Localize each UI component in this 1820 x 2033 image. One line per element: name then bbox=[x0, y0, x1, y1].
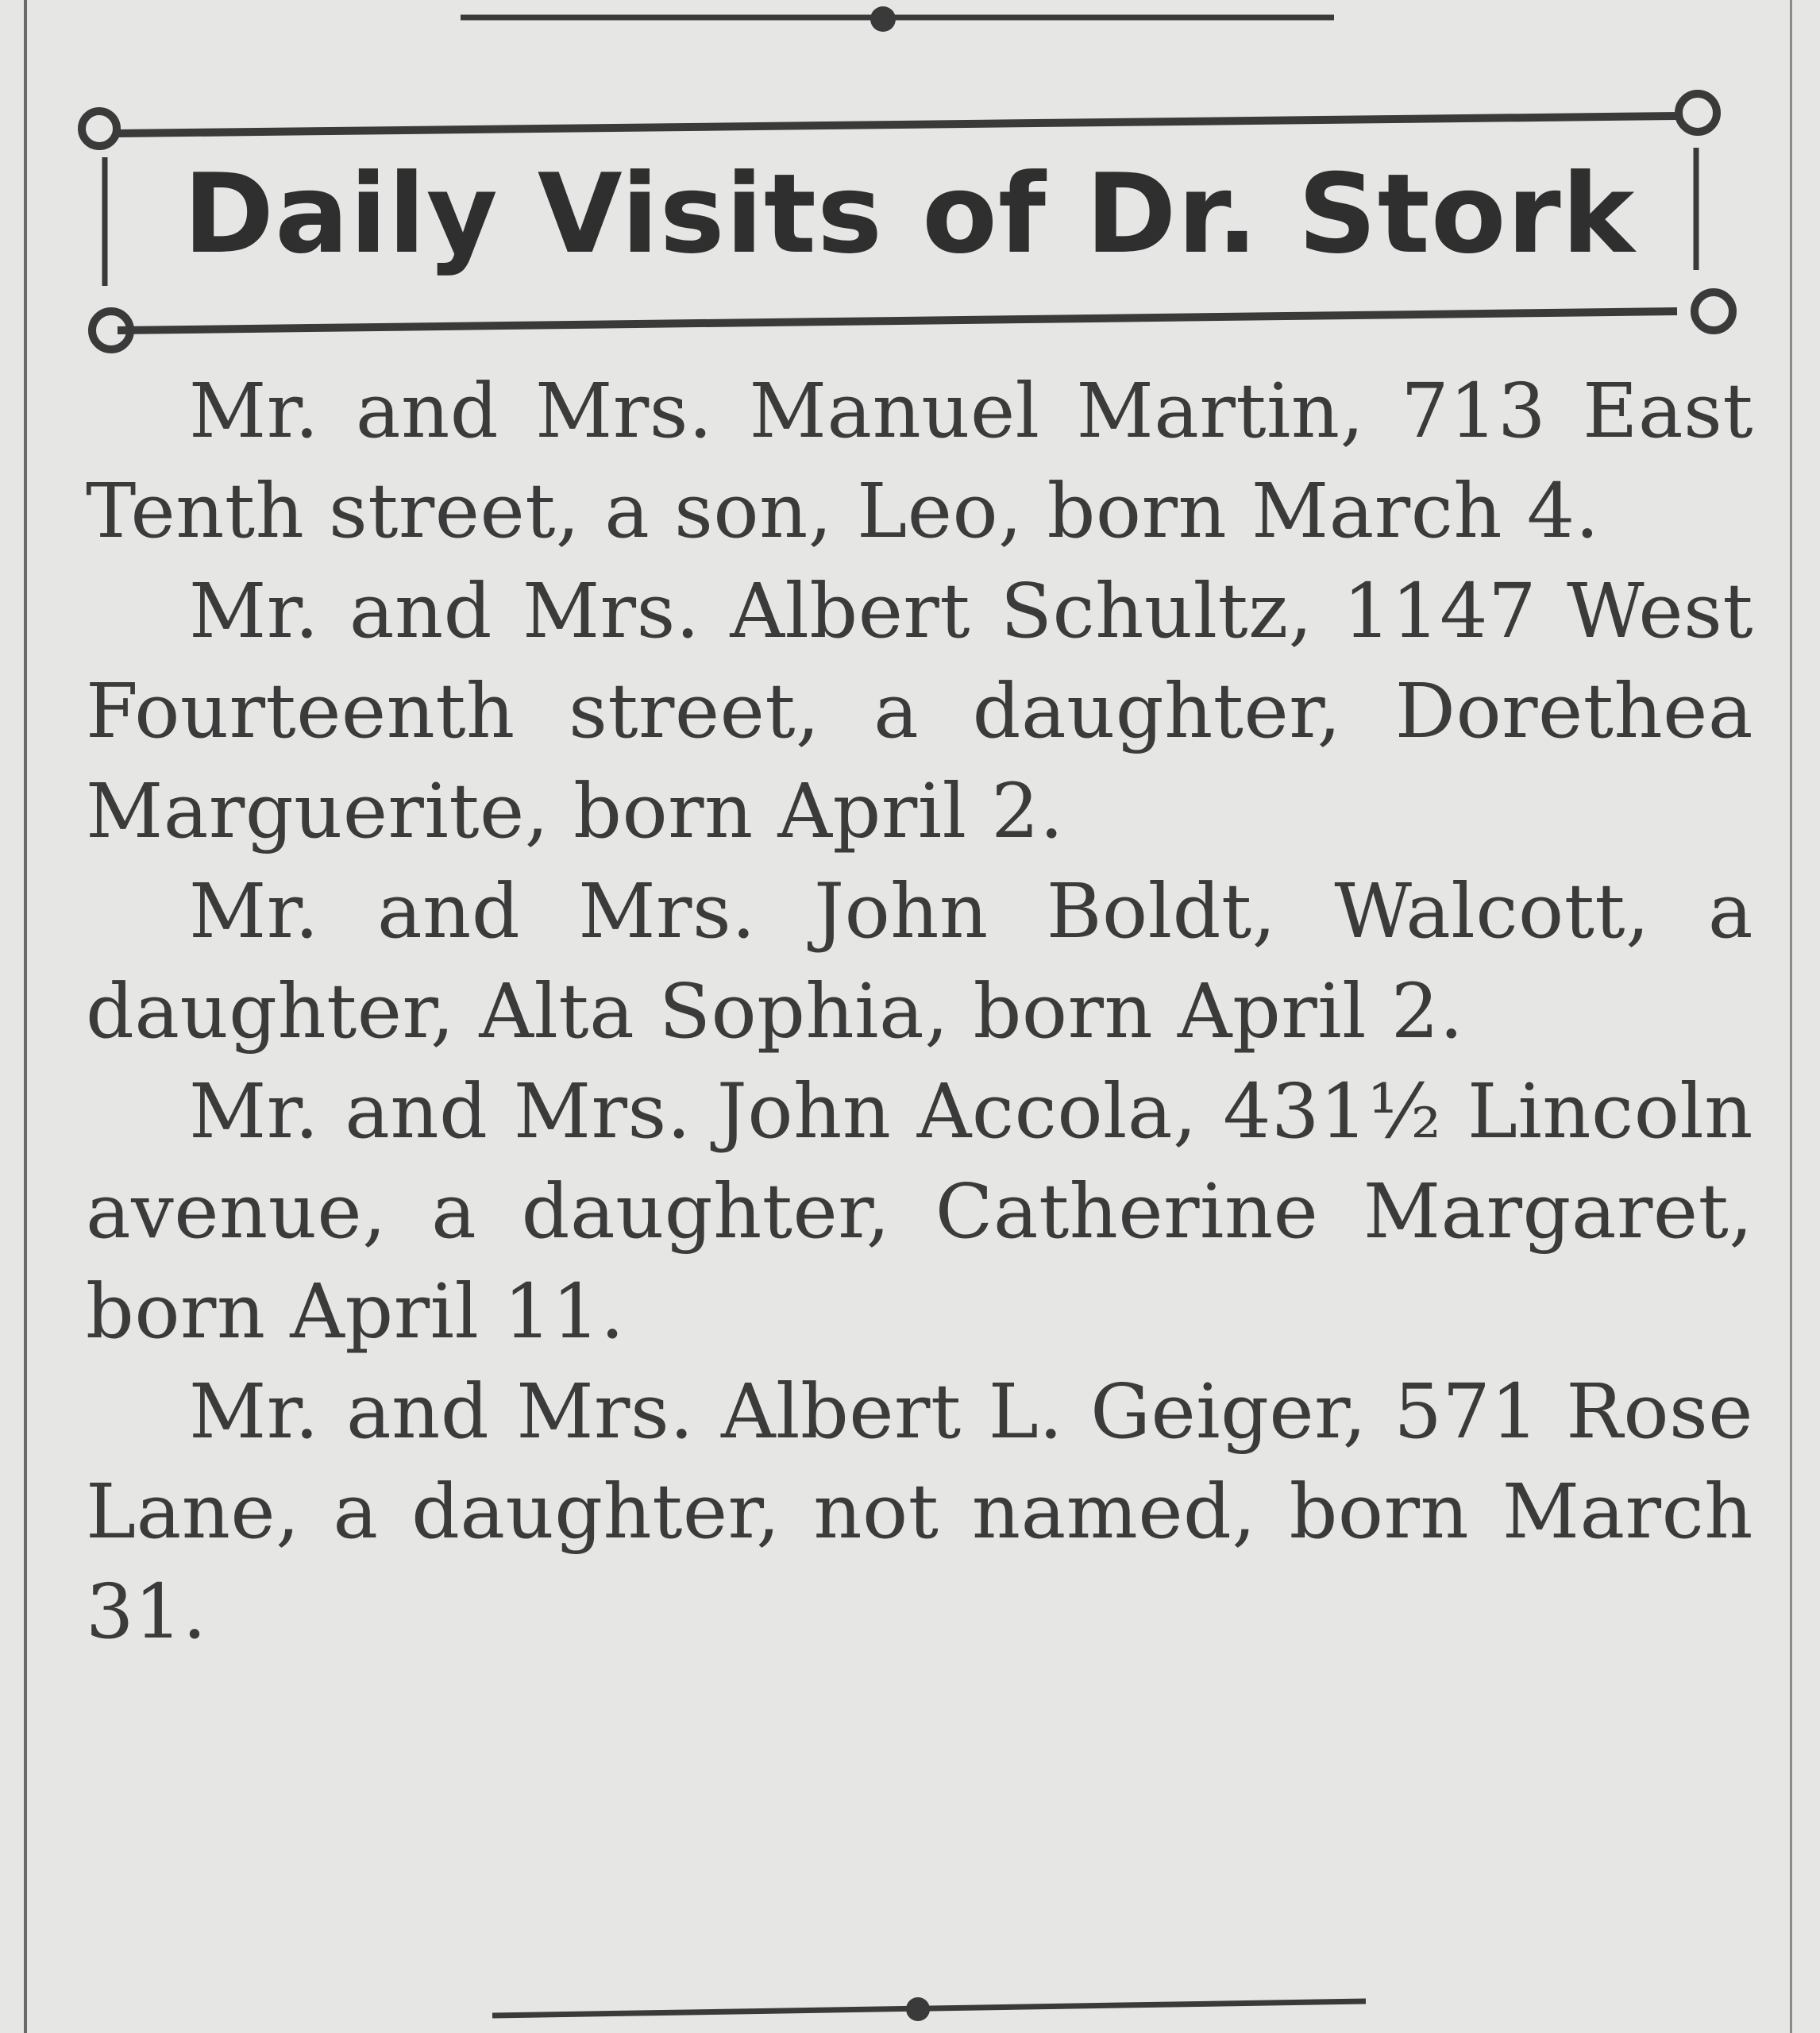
headline: Daily Visits of Dr. Stork bbox=[183, 150, 1636, 278]
birth-announcement-item: Mr. and Mrs. Manuel Martin, 713 East Tenth street, a son, Leo, born March 4. bbox=[86, 368, 1753, 555]
corner-ornament-bottom-right bbox=[1695, 292, 1733, 330]
birth-announcement-item: Mr. and Mrs. John Boldt, Walcott, a daughter, Alta Sophia, born April 2. bbox=[86, 868, 1753, 1055]
top-separator-rule bbox=[461, 6, 1334, 32]
birth-announcements bbox=[86, 361, 1753, 1662]
corner-ornament-top-left bbox=[82, 111, 117, 146]
birth-announcement-item: Mr. and Mrs. Albert Schultz, 1147 West Fourteenth street, a daughter, Dorethea Marguerite, born April 2. bbox=[86, 568, 1753, 855]
corner-ornament-top-right bbox=[1679, 94, 1717, 132]
bottom-separator-rule bbox=[492, 1997, 1366, 2021]
birth-announcement-item: Mr. and Mrs. Albert L. Geiger, 571 Rose Lane, a daughter, not named, born March 31. bbox=[86, 1368, 1753, 1656]
birth-announcement-item: Mr. and Mrs. John Accola, 431½ Lincoln avenue, a daughter, Catherine Margaret, born April 11. bbox=[86, 1068, 1753, 1356]
